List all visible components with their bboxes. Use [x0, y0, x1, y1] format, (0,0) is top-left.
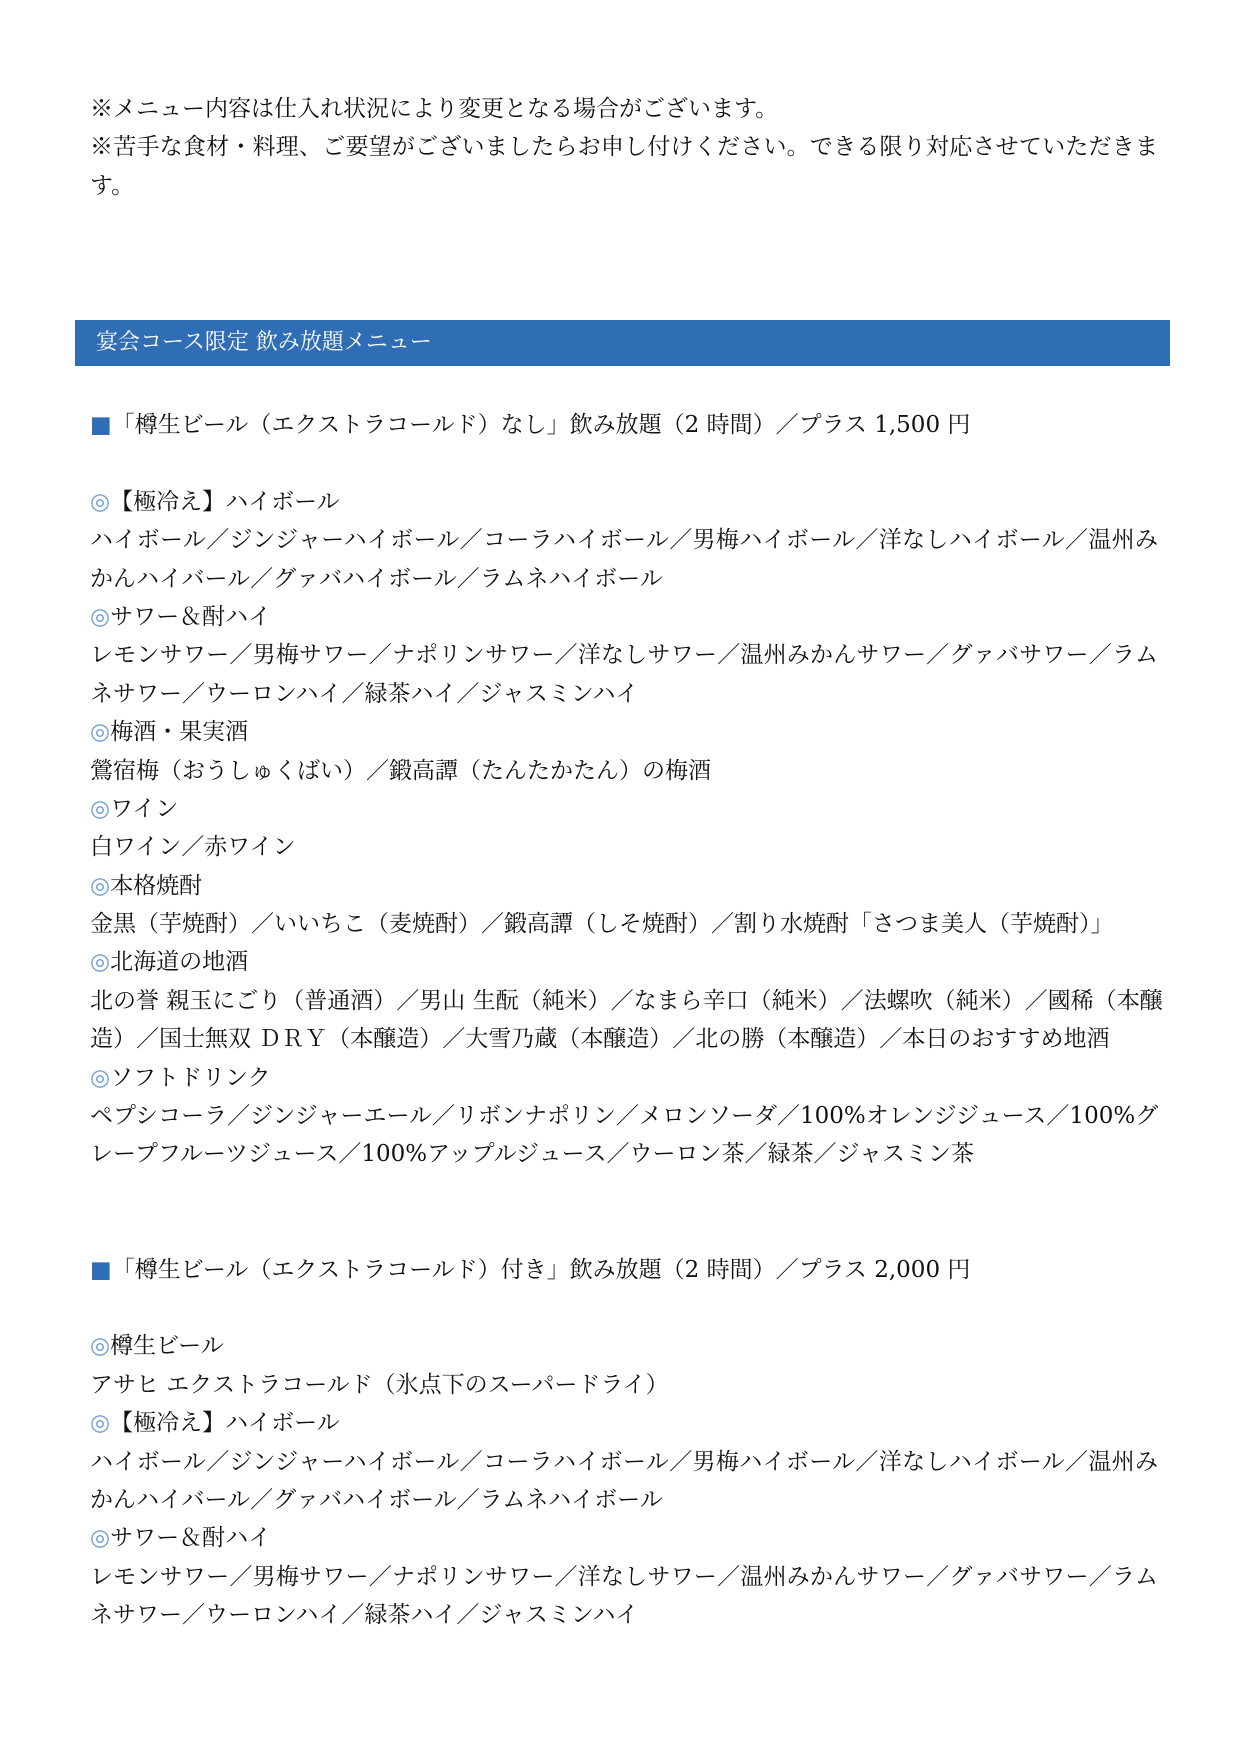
- category-name: サワー＆酎ハイ: [110, 603, 272, 630]
- category-heading: [90, 598, 1158, 636]
- double-circle-bullet-icon: ◎: [90, 1525, 111, 1552]
- category-heading: [90, 483, 1158, 521]
- category-name: 北海道の地酒: [110, 949, 249, 976]
- square-bullet-icon: ■: [90, 1256, 112, 1283]
- item-line: 北の誉 親玉にごり（普通酒）／男山 生酛（純米）／なまら辛口（純米）／法螺吹（純米）／國稀（本醸: [90, 987, 1163, 1014]
- category-heading: [90, 1519, 1158, 1557]
- drink-menu: [90, 406, 1163, 1635]
- item-line: 金黒（芋焼酎）／いいちこ（麦焼酎）／鍛高譚（しそ焼酎）／割り水焼酎「さつま美人（芋焼酎）」: [90, 911, 1114, 938]
- spacer: [90, 1289, 1158, 1327]
- double-circle-bullet-icon: ◎: [90, 872, 111, 899]
- category-heading: [90, 1404, 1158, 1442]
- category-name: 本格焼酎: [110, 872, 203, 899]
- item-line: ハイボール／ジンジャーハイボール／コーラハイボール／男梅ハイボール／洋なしハイボール／温州み: [90, 1448, 1158, 1475]
- note-line: す。: [90, 172, 135, 199]
- item-line: かんハイバール／グァバハイボール／ラムネハイボール: [90, 565, 663, 592]
- notes: [90, 90, 1158, 205]
- double-circle-bullet-icon: ◎: [90, 488, 111, 515]
- plan-title: 「樽生ビール（エクストラコールド）付き」飲み放題（2 時間）／プラス 2,000 円: [111, 1256, 971, 1283]
- category-heading: [90, 713, 1158, 751]
- double-circle-bullet-icon: ◎: [90, 949, 111, 976]
- item-line: アサヒ エクストラコールド（氷点下のスーパードライ）: [90, 1371, 669, 1398]
- category-name: 【極冷え】ハイボール: [110, 1410, 340, 1437]
- plan-heading: [90, 1251, 1158, 1289]
- category-heading: [90, 1059, 1158, 1097]
- spacer: [90, 1174, 1158, 1212]
- item-line: 白ワイン／赤ワイン: [90, 834, 296, 861]
- category-heading: [90, 790, 1158, 828]
- category-name: 【極冷え】ハイボール: [110, 488, 340, 515]
- spacer: [90, 1212, 1158, 1250]
- section-banner: [75, 320, 1170, 366]
- note-line: ※苦手な食材・料理、ご要望がございましたらお申し付けください。できる限り対応させていただきま: [90, 134, 1159, 161]
- double-circle-bullet-icon: ◎: [90, 719, 111, 746]
- item-line: レープフルーツジュース／100%アップルジュース／ウーロン茶／緑茶／ジャスミン茶: [90, 1141, 974, 1168]
- category-heading: [90, 943, 1158, 981]
- double-circle-bullet-icon: ◎: [90, 795, 111, 822]
- category-name: ソフトドリンク: [110, 1064, 271, 1091]
- item-line: ネサワー／ウーロンハイ／緑茶ハイ／ジャスミンハイ: [90, 680, 639, 707]
- item-line: レモンサワー／男梅サワー／ナポリンサワー／洋なしサワー／温州みかんサワー／グァバサワー／ラム: [90, 1563, 1158, 1590]
- category-name: サワー＆酎ハイ: [110, 1525, 272, 1552]
- section-banner-title: 宴会コース限定 飲み放題メニュー: [96, 330, 432, 355]
- spacer: [90, 444, 1158, 482]
- item-line: ハイボール／ジンジャーハイボール／コーラハイボール／男梅ハイボール／洋なしハイボール／温州み: [90, 527, 1158, 554]
- plan-heading: [90, 406, 1158, 444]
- category-name: 樽生ビール: [110, 1333, 224, 1360]
- category-name: 梅酒・果実酒: [110, 719, 249, 746]
- square-bullet-icon: ■: [90, 412, 112, 438]
- category-name: ワイン: [110, 795, 179, 822]
- plan-title: 「樽生ビール（エクストラコールド）なし」飲み放題（2 時間）／プラス 1,500 円: [111, 412, 971, 438]
- item-line: 鶯宿梅（おうしゅくばい）／鍛高譚（たんたかたん）の梅酒: [90, 757, 711, 784]
- category-heading: [90, 867, 1158, 905]
- double-circle-bullet-icon: ◎: [90, 1410, 111, 1437]
- item-line: ペプシコーラ／ジンジャーエール／リボンナポリン／メロンソーダ／100%オレンジジュース／100%グ: [90, 1103, 1159, 1130]
- item-line: ネサワー／ウーロンハイ／緑茶ハイ／ジャスミンハイ: [90, 1602, 639, 1629]
- item-line: 造）／国士無双 ＤＲＹ（本醸造）／大雪乃蔵（本醸造）／北の勝（本醸造）／本日のおすすめ地酒: [90, 1026, 1110, 1053]
- double-circle-bullet-icon: ◎: [90, 1333, 111, 1360]
- double-circle-bullet-icon: ◎: [90, 1064, 111, 1091]
- item-line: レモンサワー／男梅サワー／ナポリンサワー／洋なしサワー／温州みかんサワー／グァバサワー／ラム: [90, 642, 1158, 669]
- double-circle-bullet-icon: ◎: [90, 603, 111, 630]
- item-line: かんハイバール／グァバハイボール／ラムネハイボール: [90, 1486, 663, 1513]
- note-line: ※メニュー内容は仕入れ状況により変更となる場合がございます。: [90, 96, 779, 122]
- category-heading: [90, 1327, 1158, 1365]
